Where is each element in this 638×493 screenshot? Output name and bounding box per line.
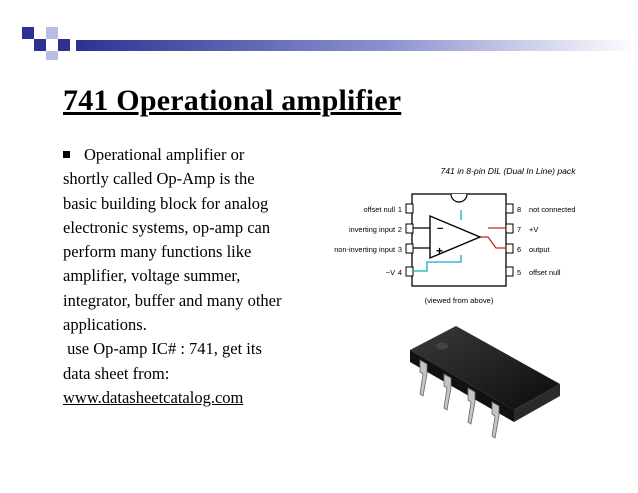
inverting-sign: − xyxy=(437,223,444,235)
pin-1-label: offset null xyxy=(363,205,395,214)
pin-1-number: 1 xyxy=(397,205,402,214)
pinout-diagram xyxy=(318,160,600,310)
body-line: use Op-amp IC# : 741, get its xyxy=(63,339,262,359)
pin-3-label: non-inverting input xyxy=(334,245,395,254)
pin-7-number: 7 xyxy=(517,225,522,234)
body-line: applications. xyxy=(63,315,147,335)
ic-package-image xyxy=(396,320,572,450)
pinout-title: 741 in 8-pin DIL (Dual In Line) pack xyxy=(440,166,576,176)
pin-8-label: not connected xyxy=(529,205,576,214)
pin-4-label: −V xyxy=(385,268,395,277)
body-line: electronic systems, op-amp can xyxy=(63,217,271,237)
pin-6-number: 6 xyxy=(517,245,522,254)
body-line: amplifier, voltage summer, xyxy=(63,266,241,286)
slide-body xyxy=(63,143,339,410)
body-line: shortly called Op-Amp is the xyxy=(63,169,255,189)
pin-3-number: 3 xyxy=(397,245,402,254)
pin-7-label: +V xyxy=(529,225,539,234)
bullet-icon xyxy=(63,151,70,158)
pinout-caption: (viewed from above) xyxy=(424,296,494,305)
slide-title: 741 Operational amplifier xyxy=(63,84,402,117)
pin-2-label: inverting input xyxy=(348,225,395,234)
body-line: Operational amplifier or xyxy=(63,143,339,167)
datasheet-link[interactable]: www.datasheetcatalog.com xyxy=(63,387,244,407)
pin-2-number: 2 xyxy=(397,225,402,234)
body-line: perform many functions like xyxy=(63,242,252,262)
pin1-dot-icon xyxy=(436,343,448,350)
header-decoration xyxy=(0,0,638,60)
pin-5-number: 5 xyxy=(517,268,522,277)
body-line: basic building block for analog xyxy=(63,193,269,213)
body-line: data sheet from: xyxy=(63,363,170,383)
pin-8-number: 8 xyxy=(517,205,522,214)
pin-6-label: output xyxy=(529,245,550,254)
right-pins xyxy=(506,204,513,276)
non-inverting-sign: + xyxy=(436,244,444,258)
body-line: integrator, buffer and many other xyxy=(63,290,282,310)
pin-4-number: 4 xyxy=(397,268,402,277)
pin-5-label: offset null xyxy=(529,268,561,277)
